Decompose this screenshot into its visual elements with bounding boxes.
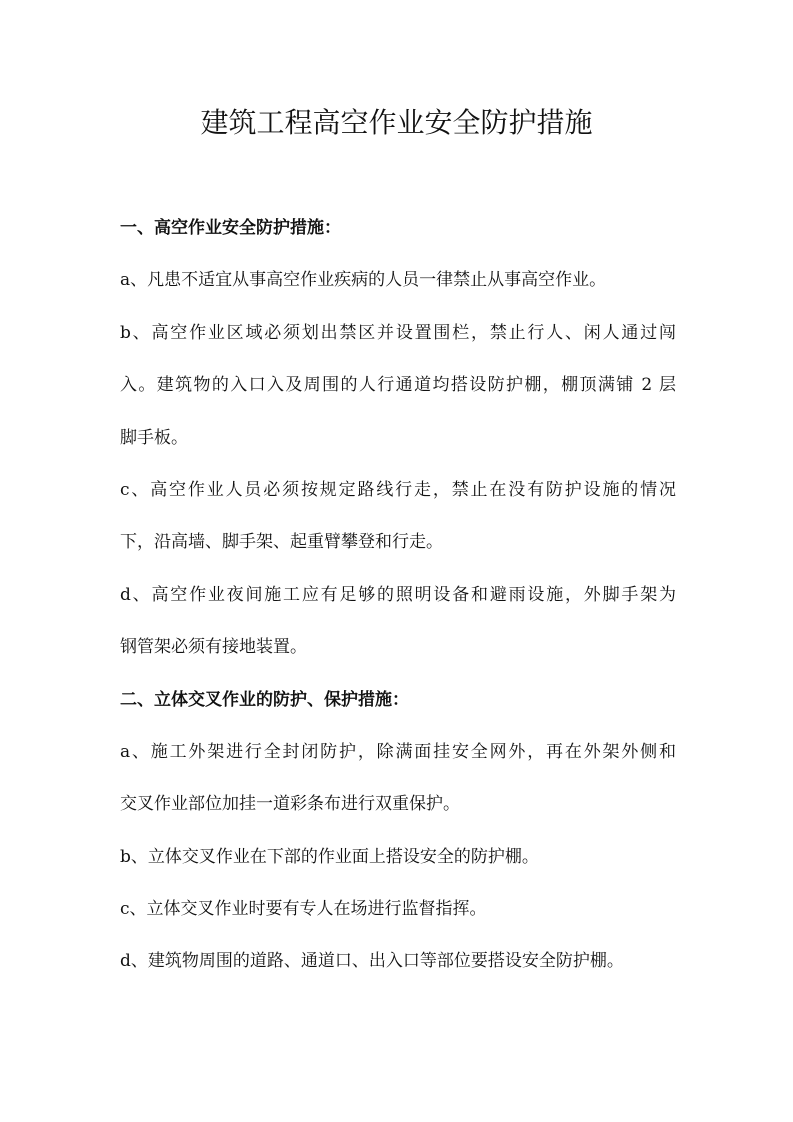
paragraph-line: b、高空作业区域必须划出禁区并设置围栏，禁止行人、闲人通过闯 xyxy=(120,322,676,343)
paragraph-line: c、高空作业人员必须按规定路线行走，禁止在没有防护设施的情况 xyxy=(120,479,676,500)
section-heading: 一、高空作业安全防护措施： xyxy=(120,218,341,238)
section-heading: 二、立体交叉作业的防护、保护措施： xyxy=(120,689,409,710)
paragraph-line: c、立体交叉作业时要有专人在场进行监督指挥。 xyxy=(120,899,487,920)
document-title: 建筑工程高空作业安全防护措施 xyxy=(200,106,593,139)
paragraph-line: 脚手板。 xyxy=(120,427,188,448)
paragraph-line: d、建筑物周围的道路、通道口、出入口等部位要搭设安全防护棚。 xyxy=(120,951,624,972)
paragraph-line: b、立体交叉作业在下部的作业面上搭设安全的防护棚。 xyxy=(120,846,539,867)
paragraph-line: 入。建筑物的入口入及周围的人行通道均搭设防护棚，棚顶满铺 2 层 xyxy=(120,375,676,396)
paragraph-line: 交叉作业部位加挂一道彩条布进行双重保护。 xyxy=(120,794,460,815)
paragraph-line: a、施工外架进行全封闭防护，除满面挂安全网外，再在外架外侧和 xyxy=(120,741,676,762)
paragraph-line: 钢管架必须有接地装置。 xyxy=(120,637,307,658)
paragraph-line: d、高空作业夜间施工应有足够的照明设备和避雨设施，外脚手架为 xyxy=(120,584,676,605)
paragraph-line: a、凡患不适宜从事高空作业疾病的人员一律禁止从事高空作业。 xyxy=(120,270,607,291)
document-body xyxy=(120,202,676,988)
paragraph-line: 下，沿高墙、脚手架、起重臂攀登和行走。 xyxy=(120,532,443,553)
